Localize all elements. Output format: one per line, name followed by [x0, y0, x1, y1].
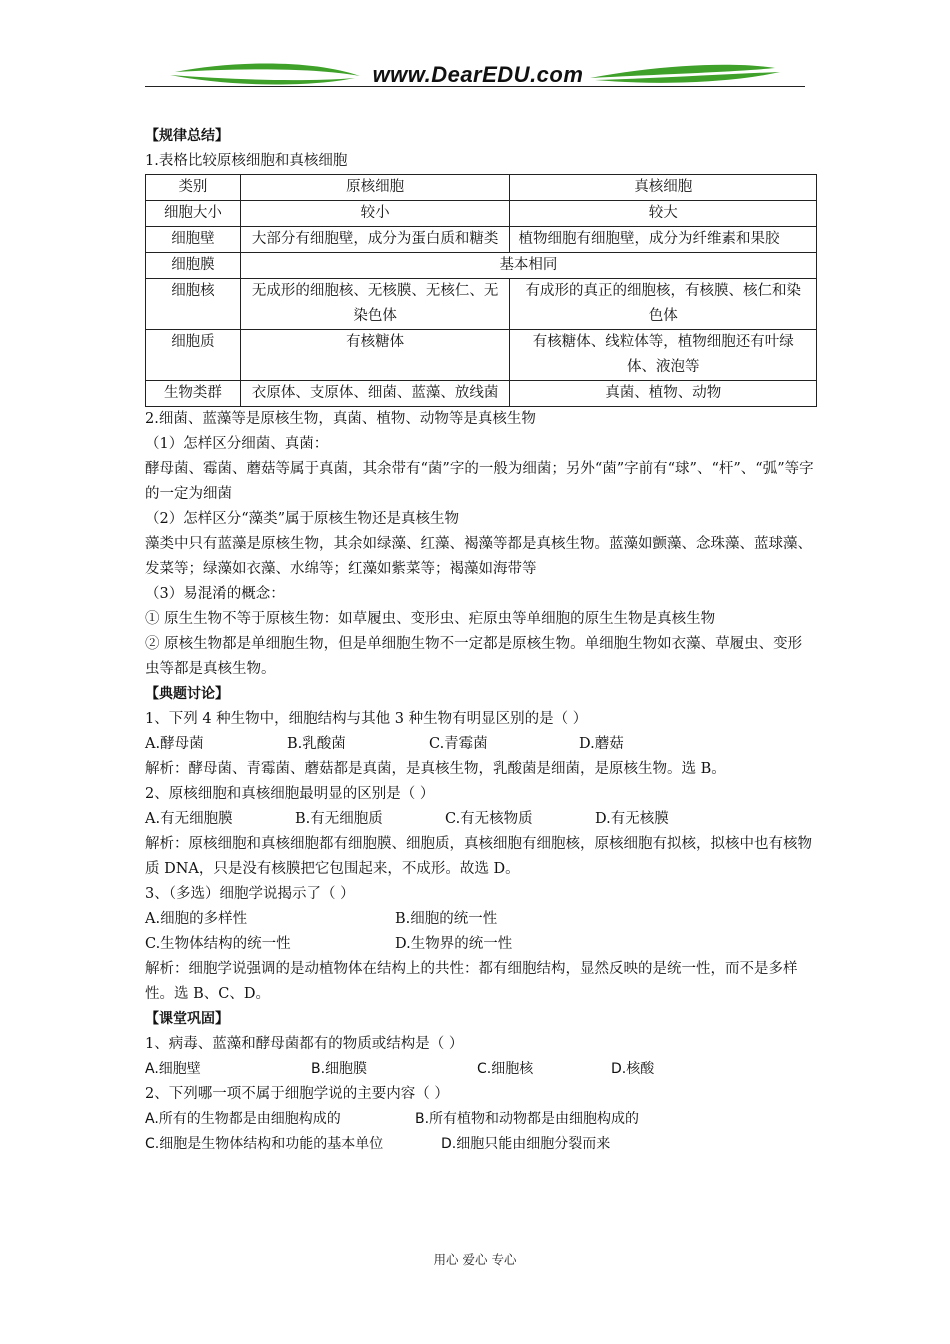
- document-body: [145, 124, 815, 1157]
- example-options-2: [145, 807, 815, 832]
- table-cell: 衣原体、支原体、细菌、蓝藻、放线菌: [240, 381, 510, 407]
- table-cell: 生物类群: [146, 381, 241, 407]
- option: C.细胞核: [477, 1061, 534, 1077]
- table-cell: 有核糖体: [240, 330, 510, 381]
- comparison-table: [145, 174, 817, 407]
- option: D.细胞只能由细胞分裂而来: [441, 1136, 611, 1152]
- table-cell: 大部分有细胞壁，成分为蛋白质和糖类: [240, 227, 510, 253]
- option: D.蘑菇: [579, 736, 624, 752]
- practice-options-2a: [145, 1107, 815, 1132]
- table-cell: 有核糖体、线粒体等，植物细胞还有叶绿体、液泡等: [510, 330, 817, 381]
- table-row: [146, 253, 817, 279]
- example-options-3a: [145, 907, 815, 932]
- example-answer-3: 解析：细胞学说强调的是动植物体在结构上的共性：都有细胞结构，显然反映的是统一性，而不是多样性。选 B、C、D。: [145, 961, 798, 1002]
- table-cell: 细胞膜: [146, 253, 241, 279]
- practice-question-2: 2、下列哪一项不属于细胞学说的主要内容（ ）: [145, 1086, 449, 1102]
- header-rule: [145, 86, 805, 87]
- page-footer: 用心 爱心 专心: [433, 1252, 517, 1267]
- table-header-row: [146, 175, 817, 201]
- table-cell: 细胞壁: [146, 227, 241, 253]
- option: C.有无核物质: [445, 811, 533, 827]
- section-title-examples: 【典题讨论】: [145, 686, 229, 702]
- table-row: [146, 381, 817, 407]
- option: A.有无细胞膜: [145, 811, 233, 827]
- example-question-3: 3、（多选）细胞学说揭示了（ ）: [145, 886, 355, 902]
- table-row: [146, 201, 817, 227]
- table-cell: 细胞质: [146, 330, 241, 381]
- table-cell: 植物细胞有细胞壁，成分为纤维素和果胶: [510, 227, 817, 253]
- example-options-1: [145, 732, 815, 757]
- summary-item-1: 1.表格比较原核细胞和真核细胞: [145, 153, 348, 169]
- example-question-2: 2、原核细胞和真核细胞最明显的区别是（ ）: [145, 786, 435, 802]
- practice-question-1: 1、病毒、蓝藻和酵母菌都有的物质或结构是（ ）: [145, 1036, 464, 1052]
- section-title-summary: 【规律总结】: [145, 128, 229, 144]
- summary-answer-1: 酵母菌、霉菌、蘑菇等属于真菌，其余带有“菌”字的一般为细菌；另外“菌”字前有“球”、“杆”、“弧”等字的一定为细菌: [145, 461, 814, 502]
- option: B.乳酸菌: [287, 736, 346, 752]
- table-cell: 细胞核: [146, 279, 241, 330]
- option: A.酵母菌: [145, 736, 204, 752]
- example-options-3b: [145, 932, 815, 957]
- summary-answer-3-2: ② 原核生物都是单细胞生物，但是单细胞生物不一定都是原核生物。单细胞生物如衣藻、草履虫、变形虫等都是真核生物。: [145, 636, 803, 677]
- table-row: [146, 330, 817, 381]
- example-answer-1: 解析：酵母菌、青霉菌、蘑菇都是真菌，是真核生物，乳酸菌是细菌，是原核生物。选 B。: [145, 761, 726, 777]
- table-row: [146, 227, 817, 253]
- option: A.所有的生物都是由细胞构成的: [145, 1111, 341, 1127]
- logo-text: www.DearEDU.com: [372, 62, 584, 87]
- table-cell: 无成形的细胞核、无核膜、无核仁、无染色体: [240, 279, 510, 330]
- summary-item-2: 2.细菌、蓝藻等是原核生物，真菌、植物、动物等是真核生物: [145, 411, 536, 427]
- summary-answer-2: 藻类中只有蓝藻是原核生物，其余如绿藻、红藻、褐藻等都是真核生物。蓝藻如颤藻、念珠藻、蓝球藻、发菜等；绿藻如衣藻、水绵等；红藻如紫菜等；褐藻如海带等: [145, 536, 812, 577]
- option: C.细胞是生物体结构和功能的基本单位: [145, 1136, 384, 1152]
- option: C.生物体结构的统一性: [145, 936, 291, 952]
- summary-question-1: （1）怎样区分细菌、真菌：: [145, 436, 329, 452]
- table-row: [146, 279, 817, 330]
- option: B.所有植物和动物都是由细胞构成的: [415, 1111, 640, 1127]
- option: D.核酸: [611, 1061, 655, 1077]
- summary-question-3: （3）易混淆的概念：: [145, 586, 285, 602]
- example-question-1: 1、下列 4 种生物中，细胞结构与其他 3 种生物有明显区别的是（ ）: [145, 711, 588, 727]
- practice-options-1: [145, 1057, 815, 1082]
- table-cell: 较大: [510, 201, 817, 227]
- table-cell: 有成形的真正的细胞核，有核膜、核仁和染色体: [510, 279, 817, 330]
- table-header-cell: 原核细胞: [240, 175, 510, 201]
- option: A.细胞壁: [145, 1061, 201, 1077]
- section-title-practice: 【课堂巩固】: [145, 1011, 229, 1027]
- summary-answer-3-1: ① 原生生物不等于原核生物：如草履虫、变形虫、疟原虫等单细胞的原生生物是真核生物: [145, 611, 716, 627]
- table-header-cell: 类别: [146, 175, 241, 201]
- option: C.青霉菌: [429, 736, 488, 752]
- option: D.生物界的统一性: [395, 936, 513, 952]
- table-cell: 真菌、植物、动物: [510, 381, 817, 407]
- option: B.有无细胞质: [295, 811, 383, 827]
- table-cell: 较小: [240, 201, 510, 227]
- table-cell: 细胞大小: [146, 201, 241, 227]
- option: B.细胞的统一性: [395, 911, 498, 927]
- option: B.细胞膜: [311, 1061, 368, 1077]
- summary-question-2: （2）怎样区分“藻类”属于原核生物还是真核生物: [145, 511, 460, 527]
- option: A.细胞的多样性: [145, 911, 248, 927]
- option: D.有无核膜: [595, 811, 669, 827]
- example-answer-2: 解析：原核细胞和真核细胞都有细胞膜、细胞质，真核细胞有细胞核，原核细胞有拟核，拟核中也有核物质 DNA，只是没有核膜把它包围起来，不成形。故选 D。: [145, 836, 812, 877]
- table-cell: 基本相同: [240, 253, 816, 279]
- table-header-cell: 真核细胞: [510, 175, 817, 201]
- practice-options-2b: [145, 1132, 815, 1157]
